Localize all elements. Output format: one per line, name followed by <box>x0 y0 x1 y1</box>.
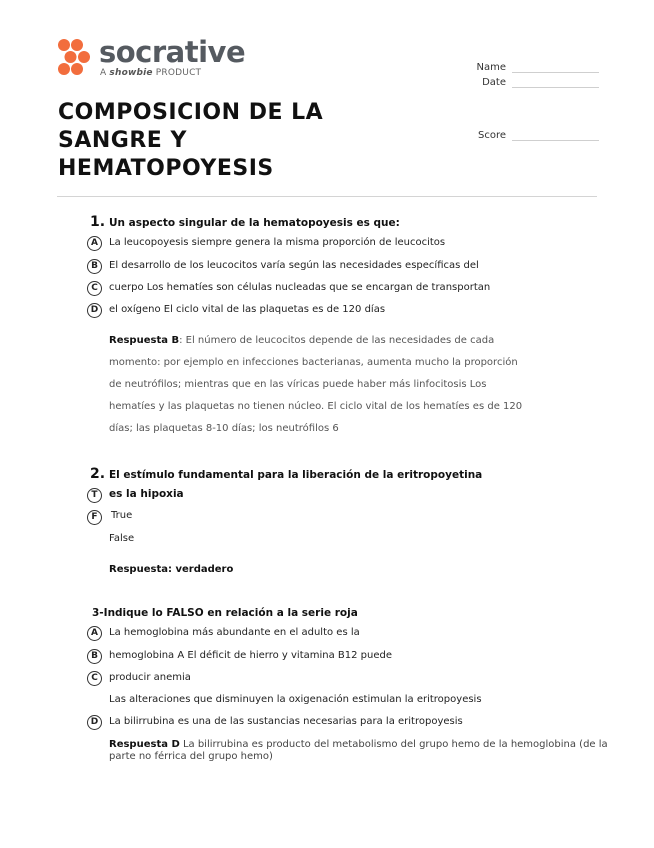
logo-wordmark: socrative <box>99 35 246 69</box>
q3-answer-label: Respuesta D <box>109 739 180 750</box>
q1-option-d-bubble[interactable]: D <box>87 303 102 318</box>
score-field[interactable] <box>512 140 599 141</box>
name-field[interactable] <box>512 72 599 73</box>
q3-answer <box>109 739 619 763</box>
q3-answer-text: La bilirrubina es producto del metabolismo del grupo hemo de la hemoglobina (de la parte no férrica del grupo hemo) <box>109 739 608 762</box>
date-label: Date <box>482 77 506 88</box>
q3-option-b-text: hemoglobina A El déficit de hierro y vitamina B12 puede <box>109 650 393 661</box>
q3-option-c-bubble[interactable]: C <box>87 671 102 686</box>
name-label: Name <box>476 62 506 73</box>
q1-option-c-bubble[interactable]: C <box>87 281 102 296</box>
q3-option-a-bubble[interactable]: A <box>87 626 102 641</box>
question-1-number: 1. <box>90 214 106 230</box>
q2-true-label: True <box>111 510 133 521</box>
question-3-text: 3-Indique lo FALSO en relación a la serie roja <box>92 607 358 619</box>
date-field[interactable] <box>512 87 599 88</box>
q3-option-c-text: producir anemia <box>109 672 191 683</box>
q1-option-b-bubble[interactable]: B <box>87 259 102 274</box>
logo-subtitle: A showbie PRODUCT <box>100 68 202 78</box>
q2-false-bubble[interactable]: F <box>87 510 102 525</box>
question-2-text-line1: El estímulo fundamental para la liberación de la eritropoyetina <box>109 469 483 481</box>
q3-option-d-text: La bilirrubina es una de las sustancias necesarias para la eritropoyesis <box>109 716 463 727</box>
q1-answer <box>109 330 529 440</box>
q3-option-c-continuation: Las alteraciones que disminuyen la oxigenación estimulan la eritropoyesis <box>109 694 482 705</box>
q2-true-bubble[interactable]: T <box>87 488 102 503</box>
q1-answer-text: : El número de leucocitos depende de las necesidades de cada momento: por ejemplo en infecciones bacterianas, aumenta mucho la proporción de neutrófilos; mientras que en las víricas puede haber más linfocitosis Los hematíes y las plaquetas no tienen núcleo. El ciclo vital de los hematíes es de 120 días; las plaquetas 8-10 días; los neutrófilos 6 <box>109 335 523 434</box>
q3-option-d-bubble[interactable]: D <box>87 715 102 730</box>
page-title: COMPOSICION DE LA SANGRE Y HEMATOPOYESIS <box>58 100 324 181</box>
q2-answer: Respuesta: verdadero <box>109 564 234 575</box>
q1-option-b-text: El desarrollo de los leucocitos varía según las necesidades específicas del <box>109 260 479 271</box>
q1-option-d-text: el oxígeno El ciclo vital de las plaquetas es de 120 días <box>109 304 386 315</box>
q2-false-label: False <box>109 533 135 544</box>
q3-option-b-bubble[interactable]: B <box>87 649 102 664</box>
q1-option-a-text: La leucopoyesis siempre genera la misma proporción de leucocitos <box>109 237 446 248</box>
score-label: Score <box>477 130 506 141</box>
question-1-text: Un aspecto singular de la hematopoyesis es que: <box>109 217 400 229</box>
header-divider <box>57 196 597 197</box>
question-2-number: 2. <box>90 466 106 482</box>
question-2-text-line2: es la hipoxia <box>109 488 184 500</box>
q1-option-a-bubble[interactable]: A <box>87 236 102 251</box>
q1-answer-label: Respuesta B <box>109 335 180 346</box>
q3-option-a-text: La hemoglobina más abundante en el adulto es la <box>109 627 360 638</box>
socrative-logo-icon <box>57 38 93 78</box>
q1-option-c-text: cuerpo Los hematíes son células nucleadas que se encargan de transportan <box>109 282 491 293</box>
